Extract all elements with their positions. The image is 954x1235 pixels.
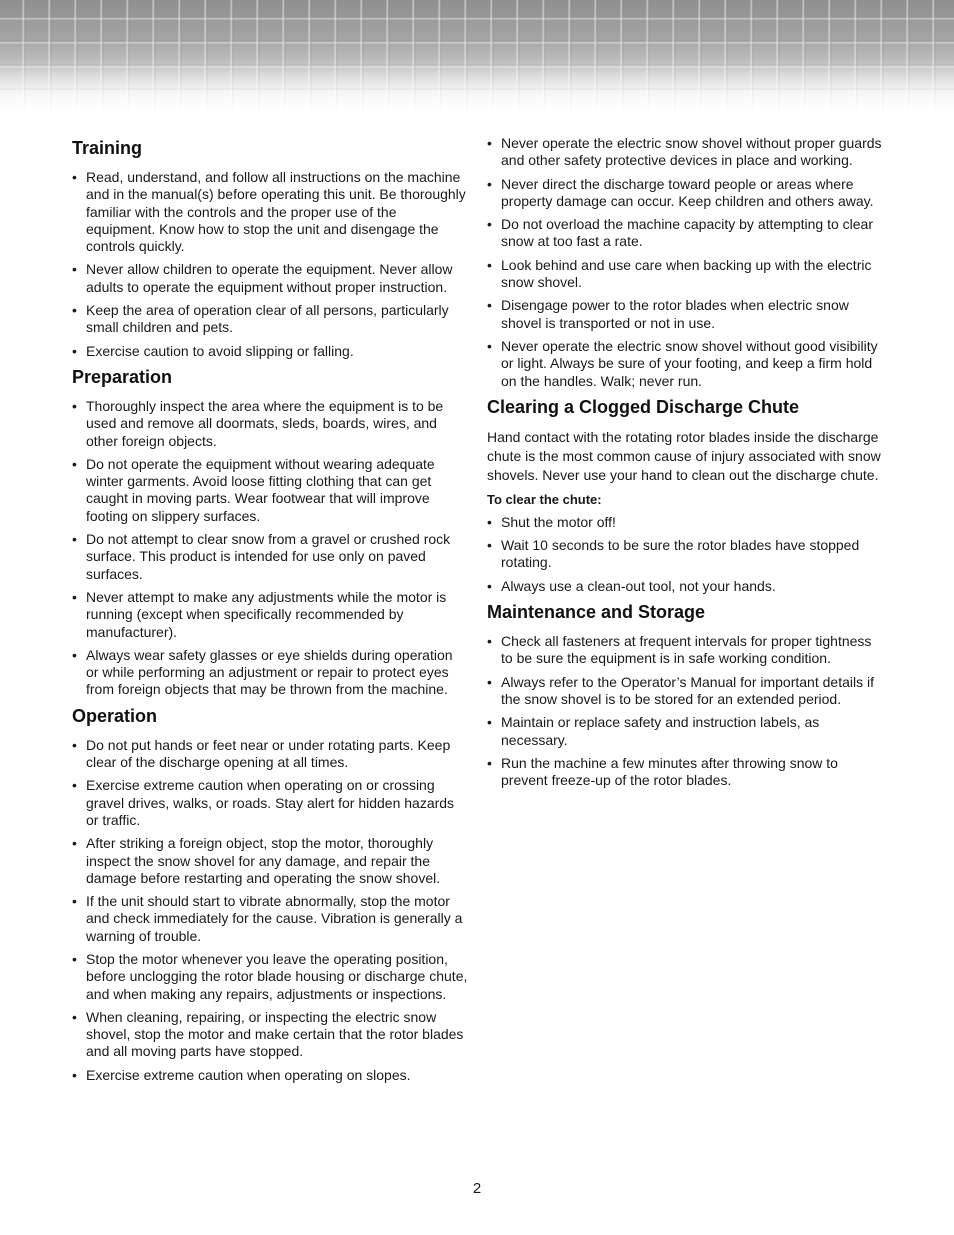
list-item (72, 737, 468, 772)
list-item (487, 633, 883, 668)
list-item-text: Run the machine a few minutes after throwing snow to prevent freeze-up of the rotor blades. (501, 754, 838, 789)
bullet-icon: • (72, 588, 77, 605)
list-item (487, 537, 883, 572)
bullet-icon: • (487, 175, 492, 192)
bullet-icon: • (72, 1066, 77, 1083)
list-item-text: If the unit should start to vibrate abnormally, stop the motor and check immediately for the cause. Vibration is generally a warning of trouble. (86, 893, 463, 944)
list-item-text: Stop the motor whenever you leave the operating position, before unclogging the rotor blade housing or discharge chute, and when making any repairs, adjustments or inspections. (86, 950, 468, 1002)
clear-chute-subheading: To clear the chute: (487, 491, 602, 507)
preparation-list (72, 398, 468, 699)
left-column (72, 137, 468, 1090)
clogged-chute-paragraph: Hand contact with the rotating rotor blades inside the discharge chute is the most common cause of injury associated with snow shovels. Never use your hand to clean out the discharge chute. (487, 428, 881, 483)
bullet-icon: • (487, 256, 492, 273)
list-item (72, 893, 468, 945)
right-column (487, 135, 883, 795)
page-number: 2 (472, 1180, 482, 1197)
list-item-text: Never attempt to make any adjustments while the motor is running (except when specifically recommended by manufacturer). (86, 588, 447, 640)
list-item (72, 589, 468, 641)
list-item-text: Exercise extreme caution when operating on slopes. (86, 1066, 411, 1083)
bullet-icon: • (487, 297, 492, 314)
list-item (487, 176, 883, 211)
bullet-icon: • (72, 646, 77, 663)
list-item (72, 343, 468, 360)
list-item (72, 169, 468, 255)
list-item-text: Always refer to the Operator’s Manual for important details if the snow shovel is to be stored for an extended period. (501, 673, 874, 707)
list-item (72, 456, 468, 525)
list-item-text: Look behind and use care when backing up with the electric snow shovel. (501, 256, 872, 291)
maintenance-list (487, 633, 883, 789)
list-item (487, 257, 883, 292)
list-item-text: Do not put hands or feet near or under rotating parts. Keep clear of the discharge opening at all times. (86, 736, 451, 771)
list-item (487, 714, 883, 749)
list-item (72, 531, 468, 583)
list-item (487, 135, 883, 170)
clear-chute-list (487, 514, 883, 595)
list-item (72, 398, 468, 450)
section-heading-training: Training (72, 138, 143, 158)
bullet-icon: • (72, 342, 77, 359)
operation-list (72, 737, 468, 1084)
list-item-text: Exercise caution to avoid slipping or falling. (86, 342, 354, 359)
list-item-text: Thoroughly inspect the area where the equipment is to be used and remove all doormats, sleds, boards, wires, and other foreign objects. (86, 397, 444, 449)
list-item (72, 302, 468, 337)
list-item (487, 216, 883, 251)
bullet-icon: • (72, 893, 77, 910)
bullet-icon: • (72, 261, 77, 278)
header-banner-fade (0, 60, 954, 115)
list-item (72, 261, 468, 296)
list-item-text: Always use a clean-out tool, not your hands. (501, 577, 776, 594)
bullet-icon: • (72, 531, 77, 548)
list-item (487, 297, 883, 332)
list-item-text: Read, understand, and follow all instructions on the machine and in the manual(s) before operating this unit. Be thoroughly familiar with the controls and the proper use of the equipment. Know how to stop the unit and disengage the controls quickly. (86, 169, 466, 255)
list-item-text: Do not attempt to clear snow from a gravel or crushed rock surface. This product is intended for use only on paved surfaces. (86, 531, 451, 582)
section-heading-operation: Operation (72, 705, 158, 726)
list-item (72, 1009, 468, 1061)
bullet-icon: • (72, 1008, 77, 1025)
list-item-text: Keep the area of operation clear of all persons, particularly small children and pets. (86, 302, 449, 336)
list-item-text: Shut the motor off! (501, 513, 616, 530)
list-item (487, 338, 883, 390)
bullet-icon: • (487, 216, 492, 233)
list-item-text: Check all fasteners at frequent intervals for proper tightness to be sure the equipment is in safe working condition. (501, 633, 872, 667)
bullet-icon: • (487, 673, 492, 690)
preparation-section (72, 366, 468, 699)
list-item (487, 755, 883, 790)
list-item-text: When cleaning, repairing, or inspecting the electric snow shovel, stop the motor and make certain that the rotor blades and all moving parts have stopped. (86, 1008, 464, 1060)
bullet-icon: • (487, 513, 492, 530)
list-item-text: Do not operate the equipment without wearing adequate winter garments. Avoid loose fitting clothing that can get caught in moving parts. Wear footwear that will improve footing on slippery surfaces. (86, 455, 435, 524)
list-item-text: Never operate the electric snow shovel without good visibility or light. Always be sure of your footing, and keep a firm hold on the handles. Walk; never run. (501, 337, 878, 389)
list-item-text: Maintain or replace safety and instruction labels, as necessary. (501, 714, 820, 748)
bullet-icon: • (487, 754, 492, 771)
section-heading-maintenance: Maintenance and Storage (487, 602, 706, 623)
training-list (72, 169, 468, 360)
bullet-icon: • (487, 714, 492, 731)
list-item (72, 951, 468, 1003)
bullet-icon: • (72, 455, 77, 472)
list-item-text: Wait 10 seconds to be sure the rotor blades have stopped rotating. (501, 537, 860, 571)
list-item-text: Disengage power to the rotor blades when electric snow shovel is transported or not in use. (501, 297, 849, 331)
bullet-icon: • (487, 537, 492, 554)
list-item (72, 777, 468, 829)
bullet-icon: • (72, 736, 77, 753)
bullet-icon: • (487, 337, 492, 354)
operation-continued-section (487, 135, 883, 390)
operation-continued-list (487, 135, 883, 390)
operation-section (72, 705, 468, 1084)
bullet-icon: • (72, 302, 77, 319)
list-item-text: Never direct the discharge toward people or areas where property damage can occur. Keep children and others away. (501, 175, 874, 209)
list-item-text: Do not overload the machine capacity by attempting to clear snow at too fast a rate. (501, 216, 873, 250)
section-heading-clogged-chute: Clearing a Clogged Discharge Chute (487, 396, 800, 417)
bullet-icon: • (72, 950, 77, 967)
clogged-chute-section (487, 396, 883, 595)
list-item (487, 674, 883, 709)
bullet-icon: • (72, 169, 77, 185)
list-item-text: Never operate the electric snow shovel without proper guards and other safety protective devices in place and working. (501, 135, 882, 169)
list-item (72, 647, 468, 699)
bullet-icon: • (487, 633, 492, 650)
list-item (487, 514, 883, 531)
list-item (487, 578, 883, 595)
list-item-text: Exercise extreme caution when operating on or crossing gravel drives, walks, or roads. Stay alert for hidden hazards or traffic. (86, 777, 455, 828)
bullet-icon: • (72, 835, 77, 852)
list-item (72, 835, 468, 887)
bullet-icon: • (487, 577, 492, 594)
maintenance-section (487, 601, 883, 789)
list-item-text: Always wear safety glasses or eye shields during operation or while performing an adjustment or repair to protect eyes from foreign objects that may be thrown from the machine. (86, 646, 453, 698)
list-item (72, 1067, 468, 1084)
list-item-text: Never allow children to operate the equipment. Never allow adults to operate the equipment without proper instruction. (86, 261, 453, 295)
bullet-icon: • (72, 777, 77, 794)
list-item-text: After striking a foreign object, stop the motor, thoroughly inspect the snow shovel for any damage, and repair the damage before restarting and operating the snow shovel. (86, 835, 441, 886)
bullet-icon: • (72, 397, 77, 414)
bullet-icon: • (487, 135, 492, 151)
section-heading-preparation: Preparation (72, 366, 173, 387)
training-section (72, 137, 468, 360)
